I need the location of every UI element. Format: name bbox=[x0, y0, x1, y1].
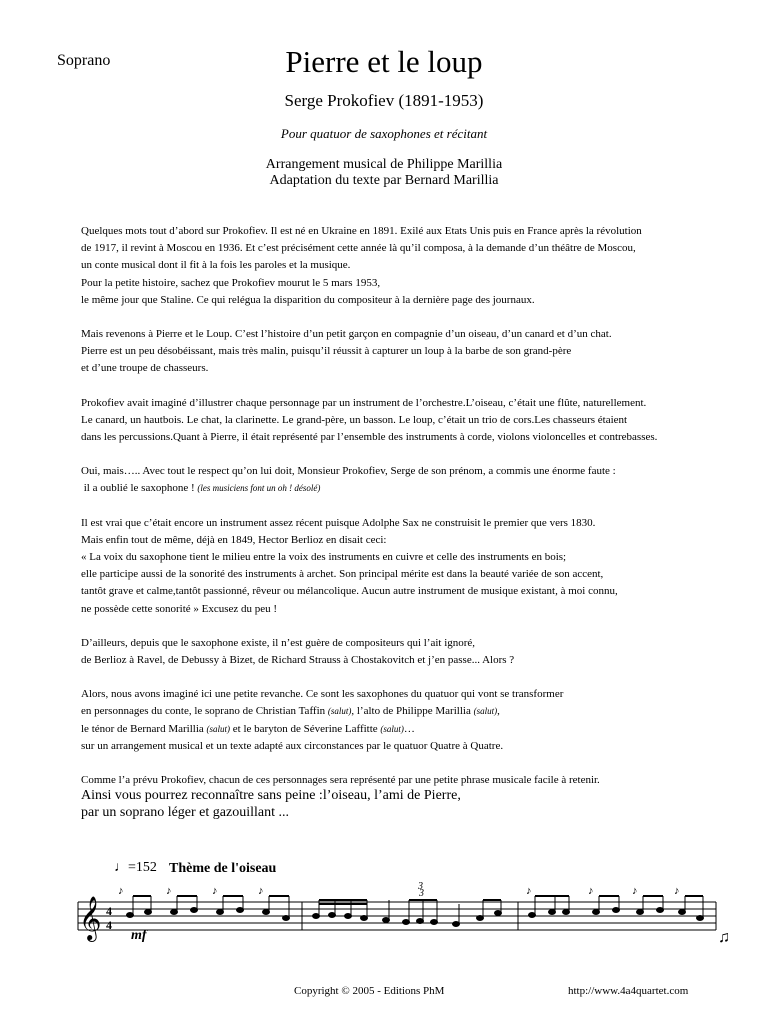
text-segment: … bbox=[403, 722, 415, 735]
tempo-value: =152 bbox=[128, 860, 157, 875]
text-line: et d’une troupe de chasseurs. bbox=[81, 362, 209, 375]
copyright: Copyright © 2005 - Editions PhM bbox=[294, 985, 445, 997]
paragraph-saxophone-forgotten bbox=[81, 463, 721, 497]
text-line: Pour la petite histoire, sachez que Prokofiev mourut le 5 mars 1953, bbox=[81, 276, 381, 289]
text-line: « La voix du saxophone tient le milieu entre la voix des instruments en cuivre et celle des instruments en bois; bbox=[81, 551, 567, 564]
continuation-icon: ♫ bbox=[718, 929, 730, 946]
paragraph-composers bbox=[81, 635, 721, 669]
tuplet-number: 3 bbox=[418, 881, 423, 892]
paragraph-story bbox=[81, 326, 721, 378]
text-line: Ainsi vous pourrez reconnaître sans peine :l’oiseau, l’ami de Pierre, bbox=[81, 788, 461, 803]
time-signature-denominator: 4 bbox=[106, 918, 112, 932]
svg-text:♪: ♪ bbox=[118, 885, 124, 897]
paragraph-instruments bbox=[81, 395, 721, 447]
text-segment: , l’alto de Philippe Marillia bbox=[351, 705, 474, 718]
svg-text:♪: ♪ bbox=[258, 885, 264, 897]
website-link[interactable]: http://www.4a4quartet.com bbox=[568, 985, 689, 997]
paragraph-berlioz bbox=[81, 515, 721, 618]
text-line: Mais enfin tout de même, déjà en 1849, Hector Berlioz en disait ceci: bbox=[81, 533, 387, 546]
composer: Serge Prokofiev (1891-1953) bbox=[284, 91, 484, 110]
text-line: Mais revenons à Pierre et le Loup. C’est l’histoire d’un petit garçon en compagnie d’un oiseau, d’un canard et d’un chat. bbox=[81, 328, 612, 341]
svg-text:♪: ♪ bbox=[526, 885, 532, 897]
text-line: le même jour que Staline. Ce qui relégua la disparition du compositeur à la dernière page des journaux. bbox=[81, 293, 535, 306]
svg-text:♪: ♪ bbox=[166, 885, 172, 897]
text-line: dans les percussions.Quant à Pierre, il était représenté par l’ensemble des instruments à corde, violons violoncelles et contrebasses. bbox=[81, 431, 658, 444]
text-segment: le ténor de Bernard Marillia bbox=[81, 722, 207, 735]
theme-title: Thème de l'oiseau bbox=[169, 861, 277, 876]
text-line: Oui, mais….. Avec tout le respect qu’on lui doit, Monsieur Prokofiev, Serge de son prénom, a commis une énorme faute : bbox=[81, 465, 616, 478]
instrumentation: Pour quatuor de saxophones et récitant bbox=[280, 126, 488, 141]
text-line: tantôt grave et calme,tantôt passionné, rêveur ou mélancolique. Aucun autre instrument de musique existant, à moi connu, bbox=[81, 585, 618, 598]
dynamic-marking: mf bbox=[131, 928, 147, 943]
svg-text:♪: ♪ bbox=[212, 885, 218, 897]
text-line bbox=[81, 480, 721, 497]
text-segment: et le baryton de Séverine Laffitte bbox=[230, 722, 381, 735]
text-line: Il est vrai que c’était encore un instrument assez récent puisque Adolphe Sax ne construisit le premier que vers 1830. bbox=[81, 516, 596, 529]
text-line: de Berlioz à Ravel, de Debussy à Bizet, de Richard Strauss à Chostakovitch et j’en passe... Alors ? bbox=[81, 654, 515, 667]
music-staff bbox=[70, 880, 750, 960]
stage-direction: (salut) bbox=[327, 706, 352, 717]
adaptation-credit: Adaptation du texte par Bernard Marillia bbox=[269, 173, 499, 188]
stage-direction: (salut) bbox=[380, 723, 404, 734]
text-segment: il a oublié le saxophone ! bbox=[81, 482, 198, 495]
text-line: ne possède cette sonorité » Excusez du peu ! bbox=[81, 602, 278, 615]
treble-clef-icon: 𝄞 bbox=[79, 896, 102, 940]
text-line bbox=[81, 703, 721, 720]
text-line: de 1917, il revint à Moscou en 1936. Et c’est précisément cette année là qu’il composa, à la demande d’un théâtre de Moscou, bbox=[81, 242, 636, 255]
text-line: Prokofiev avait imaginé d’illustrer chaque personnage par un instrument de l’orchestre.L’oiseau, c’était une flûte, naturellement. bbox=[81, 396, 647, 409]
closing-text bbox=[81, 787, 461, 821]
svg-text:♪: ♪ bbox=[632, 885, 638, 897]
quarter-note-icon: ♩ bbox=[114, 860, 128, 875]
svg-text:♪: ♪ bbox=[674, 885, 680, 897]
text-line: Comme l’a prévu Prokofiev, chacun de ces personnages sera représenté par une petite phrase musicale facile à retenir. bbox=[81, 774, 600, 787]
svg-text:♪: ♪ bbox=[588, 885, 594, 897]
paragraph-prokofiev bbox=[81, 223, 721, 309]
notes-measure-3 bbox=[529, 896, 704, 921]
tempo-marking bbox=[114, 860, 157, 876]
stage-direction: (les musiciens font un oh ! désolé) bbox=[197, 483, 321, 494]
arrangement-credit: Arrangement musical de Philippe Marillia bbox=[265, 157, 503, 172]
text-line: Quelques mots tout d’abord sur Prokofiev. Il est né en Ukraine en 1891. Exilé aux Etats Unis puis en France après la révolution bbox=[81, 225, 642, 237]
staff-lines bbox=[78, 902, 716, 930]
text-line: D’ailleurs, depuis que le saxophone existe, il n’est guère de compositeurs qui l’ait ignoré, bbox=[81, 636, 476, 649]
text-line: elle participe aussi de la sonorité des instruments à archet. Son principal mérite est dans la beauté variée de son accent, bbox=[81, 568, 604, 581]
text-segment: en personnages du conte, le soprano de Christian Taffin bbox=[81, 705, 328, 718]
grace-notes bbox=[118, 885, 680, 897]
part-label: Soprano bbox=[57, 52, 111, 69]
text-segment: , bbox=[497, 705, 500, 718]
text-line: un conte musical dont il fit à la fois les paroles et la musique. bbox=[81, 259, 351, 272]
stage-direction: (salut) bbox=[473, 706, 498, 717]
notes-measure-1 bbox=[127, 896, 290, 921]
text-line: Le canard, un hautbois. Le chat, la clarinette. Le grand-père, un basson. Le loup, c’était un trio de cors.Les chasseurs étaient bbox=[81, 413, 628, 426]
text-line: Pierre est un peu désobéissant, mais très malin, puisqu’il réussit à capturer un loup à la barbe de son grand-père bbox=[81, 345, 572, 358]
text-line: par un soprano léger et gazouillant ... bbox=[81, 805, 289, 820]
page-title: Pierre et le loup bbox=[285, 44, 483, 79]
credits bbox=[0, 157, 768, 189]
text-line: sur un arrangement musical et un texte adapté aux circonstances par le quatuor Quatre à Quatre. bbox=[81, 739, 504, 752]
text-line bbox=[81, 721, 721, 738]
notes-measure-2 bbox=[313, 888, 502, 927]
paragraph-quartet bbox=[81, 686, 721, 755]
text-line: Alors, nous avons imaginé ici une petite revanche. Ce sont les saxophones du quatuor qui vont se transformer bbox=[81, 688, 564, 701]
time-signature-numerator: 4 bbox=[106, 904, 112, 918]
stage-direction: (salut) bbox=[206, 723, 231, 734]
intro-text bbox=[81, 223, 721, 806]
svg-text:3: 3 bbox=[419, 888, 424, 899]
